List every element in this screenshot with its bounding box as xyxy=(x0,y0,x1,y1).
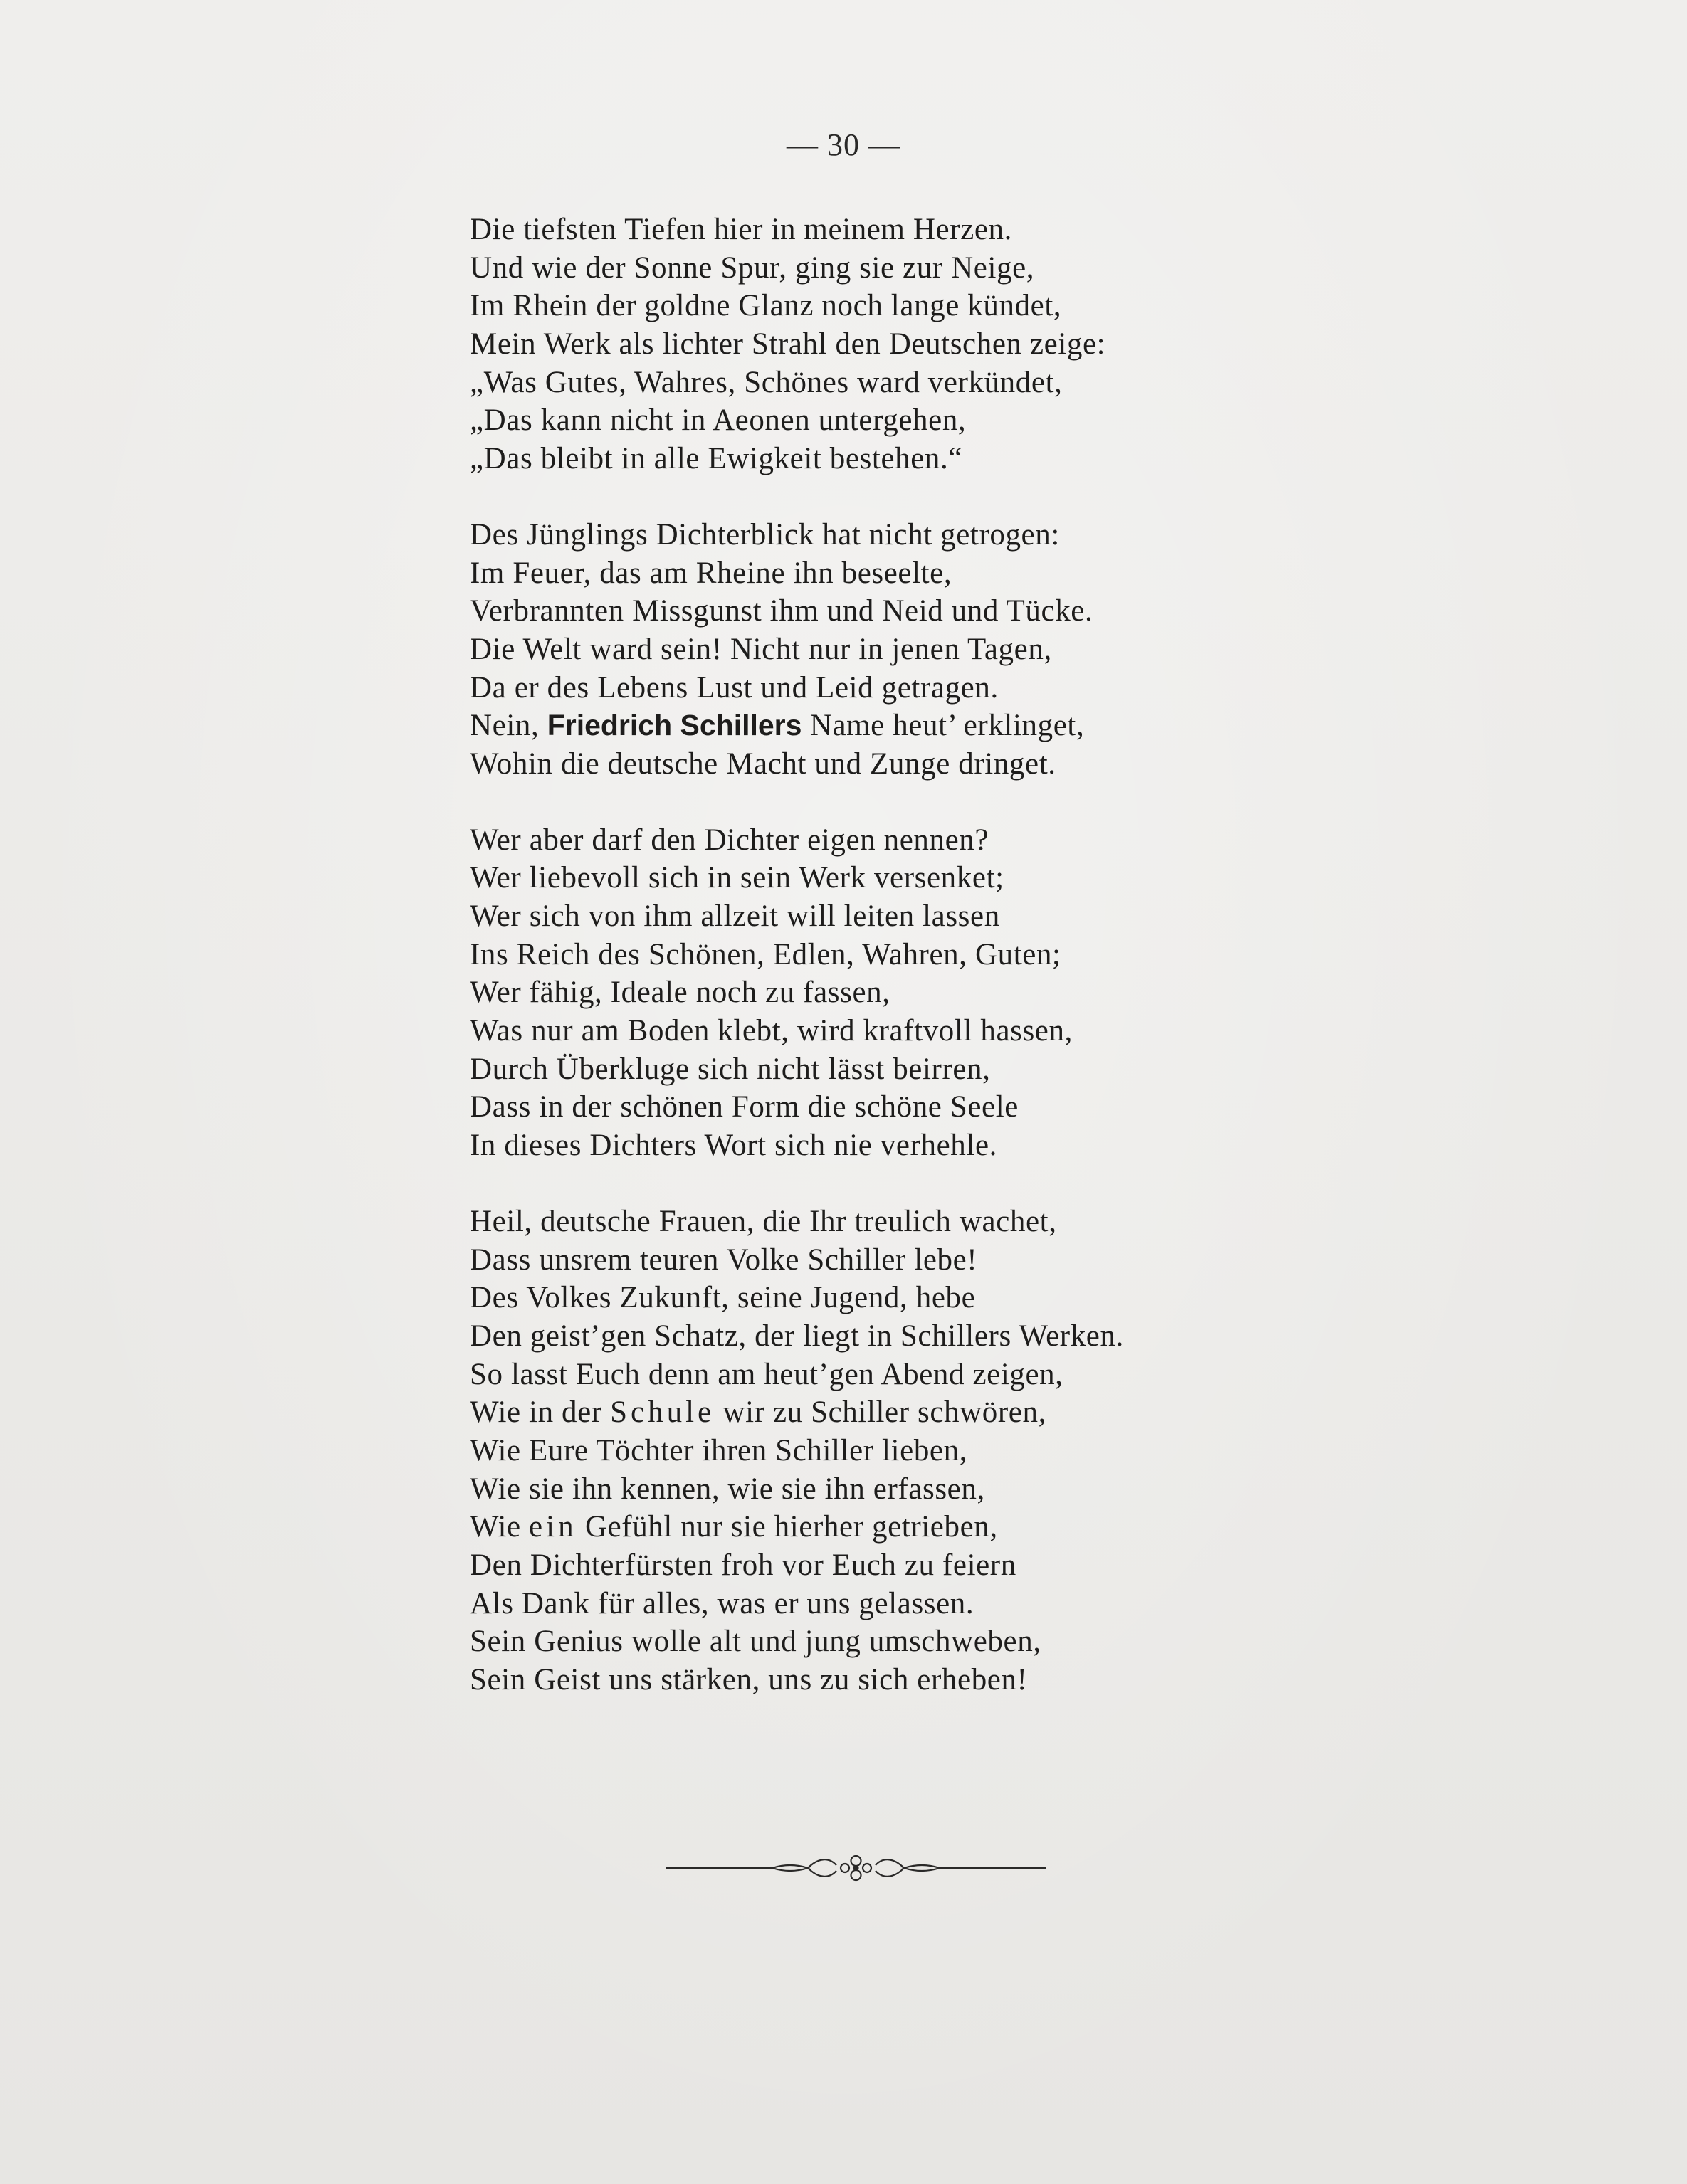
stanza-3 xyxy=(470,821,1324,1165)
verse-line-emphasis xyxy=(470,1393,1324,1432)
stanza-2 xyxy=(470,516,1324,784)
verse-line: Ins Reich des Schönen, Edlen, Wahren, Guten; xyxy=(470,937,1061,971)
verse-line: In dieses Dichters Wort sich nie verhehle. xyxy=(470,1129,997,1163)
verse-line: Als Dank für alles, was er uns gelassen. xyxy=(470,1586,974,1620)
verse-line: „Das kann nicht in Aeonen untergehen, xyxy=(470,403,967,438)
verse-line: Im Rhein der goldne Glanz noch lange kündet, xyxy=(470,289,1062,323)
verse-line: Durch Überkluge sich nicht lässt beirren, xyxy=(470,1052,991,1086)
stanza-4 xyxy=(470,1203,1324,1699)
verse-line: Da er des Lebens Lust und Leid getragen. xyxy=(470,670,999,705)
verse-text: Gefühl nur sie hierher getrieben, xyxy=(577,1510,998,1544)
verse-line: Sein Geist uns stärken, uns zu sich erheben! xyxy=(470,1663,1028,1697)
verse-text: Name heut’ erklinget, xyxy=(802,709,1085,743)
verse-line: So lasst Euch denn am heut’gen Abend zeigen, xyxy=(470,1357,1063,1391)
verse-line: Den geist’gen Schatz, der liegt in Schillers Werken. xyxy=(470,1319,1124,1353)
poem xyxy=(470,211,1324,1737)
verse-text: Nein, xyxy=(470,709,547,743)
verse-line-with-name xyxy=(470,707,1324,745)
verse-text: wir zu Schiller schwören, xyxy=(715,1396,1046,1430)
verse-line: Sein Genius wolle alt und jung umschweben, xyxy=(470,1625,1041,1659)
poet-name: Friedrich Schillers xyxy=(547,709,802,742)
verse-line: Dass unsrem teuren Volke Schiller lebe! xyxy=(470,1243,978,1277)
verse-line: Wer liebevoll sich in sein Werk versenket; xyxy=(470,861,1004,895)
emphasized-word: ein xyxy=(529,1510,577,1544)
verse-line: Des Volkes Zukunft, seine Jugend, hebe xyxy=(470,1281,976,1315)
verse-line: Wer fähig, Ideale noch zu fassen, xyxy=(470,976,890,1010)
verse-line: Was nur am Boden klebt, wird kraftvoll hassen, xyxy=(470,1014,1073,1048)
verse-line: Wie sie ihn kennen, wie sie ihn erfassen, xyxy=(470,1472,985,1506)
verse-text: Wie xyxy=(470,1510,530,1544)
decorative-divider-ornament xyxy=(666,1854,1046,1882)
verse-line: „Das bleibt in alle Ewigkeit bestehen.“ xyxy=(470,442,963,476)
verse-line: Verbrannten Missgunst ihm und Neid und Tücke. xyxy=(470,594,1093,628)
verse-line-emphasis xyxy=(470,1508,1324,1546)
verse-line: Wer aber darf den Dichter eigen nennen? xyxy=(470,823,989,857)
verse-line: Die tiefsten Tiefen hier in meinem Herzen. xyxy=(470,213,1012,246)
verse-line: Mein Werk als lichter Strahl den Deutschen zeige: xyxy=(470,327,1106,362)
verse-line: Wer sich von ihm allzeit will leiten lassen xyxy=(470,900,1000,933)
verse-line: Den Dichterfürsten froh vor Euch zu feiern xyxy=(470,1549,1016,1582)
verse-line: Die Welt ward sein! Nicht nur in jenen Tagen, xyxy=(470,632,1052,666)
stanza-1 xyxy=(470,211,1324,478)
page-number: — 30 — xyxy=(787,127,900,162)
verse-line: Des Jünglings Dichterblick hat nicht getrogen: xyxy=(470,517,1060,552)
verse-line: Und wie der Sonne Spur, ging sie zur Neige, xyxy=(470,250,1035,285)
emphasized-word: Schule xyxy=(610,1396,715,1430)
verse-line: Wie Eure Töchter ihren Schiller lieben, xyxy=(470,1433,968,1467)
verse-line: Wohin die deutsche Macht und Zunge dringet. xyxy=(470,747,1056,781)
verse-line: „Was Gutes, Wahres, Schönes ward verkündet, xyxy=(470,365,1063,399)
verse-line: Dass in der schönen Form die schöne Seele xyxy=(470,1090,1019,1124)
verse-line: Heil, deutsche Frauen, die Ihr treulich wachet, xyxy=(470,1204,1057,1238)
verse-text: Wie in der xyxy=(470,1396,611,1430)
verse-line: Im Feuer, das am Rheine ihn beseelte, xyxy=(470,556,952,590)
